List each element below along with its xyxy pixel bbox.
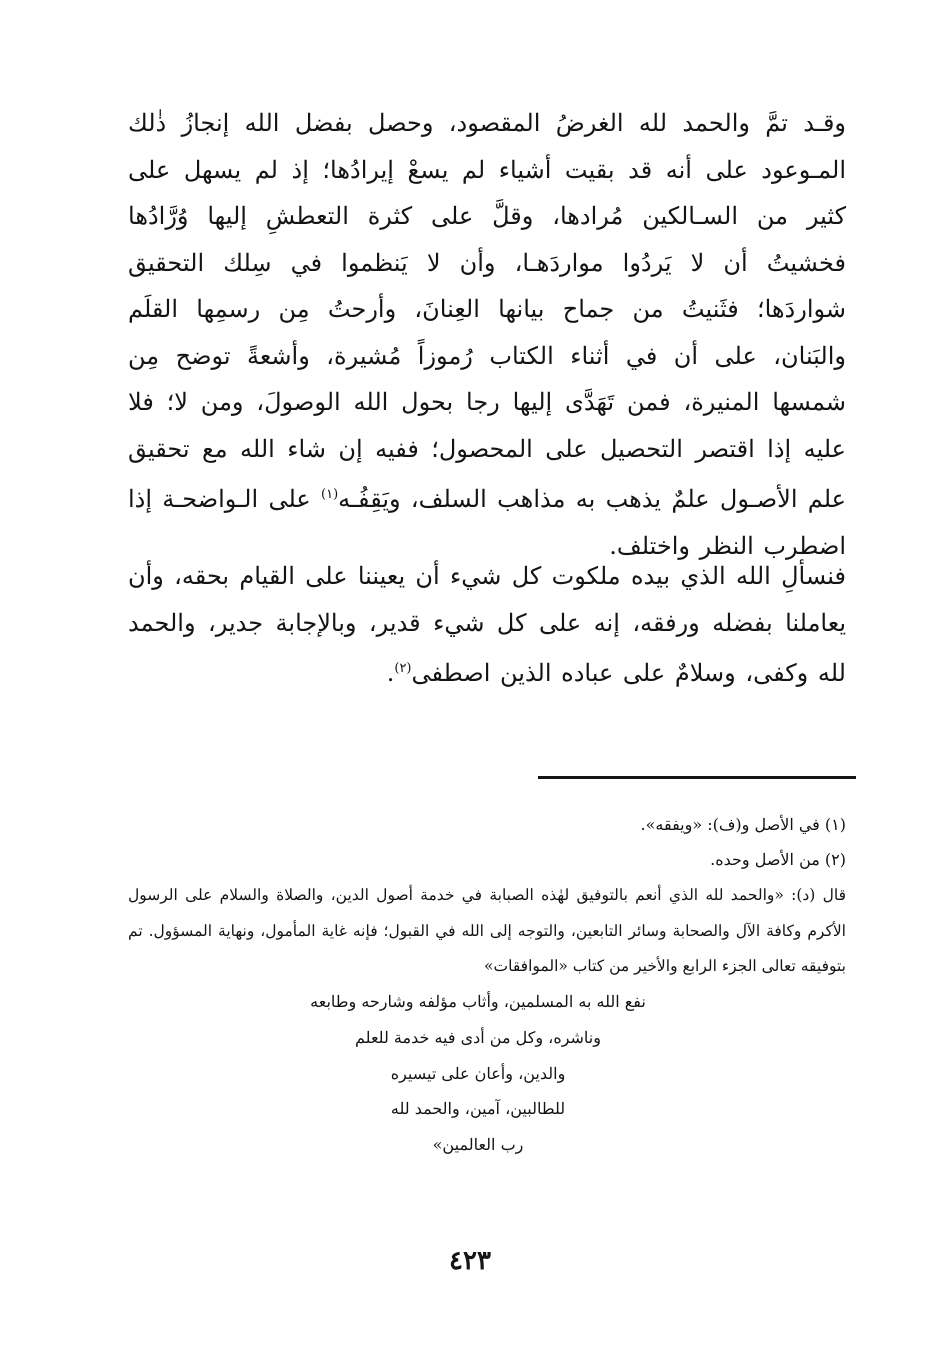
- dedication-line: رب العالمين»: [432, 1135, 524, 1155]
- dedication-line: نفع الله به المسلمين، وأثاب مؤلفه وشارحه وطابعه: [310, 992, 646, 1011]
- footnote-ref-1: (١): [321, 487, 339, 502]
- paragraph-2-text: فنسألِ الله الذي بيده ملكوت كل شيء أن يعيننا على القيام بحقه، وأن يعاملنا بفضله ورفقه، إنه على كل شيء قدير، وبالإجابة جدير، والحمد لله وكفى، وسلامٌ على عباده الذين اصطفى: [128, 562, 846, 687]
- footnote-3: قال (د): «والحمد لله الذي أنعم بالتوفيق لهٰذه الصبابة في خدمة أصول الدين، والصلاة والسلام على الرسول الأكرم وكافة الآل والصحابة وسائر التابعين، والتوجه إلى الله في القبول؛ فإنه غاية المأمول، ونهاية المسؤول. تم بتوفيقه تعالى الجزء الرابع والأخير من كتاب «الموافقات»: [128, 886, 846, 975]
- dedication-line: وناشره، وكل من أدى فيه خدمة للعلم: [355, 1027, 601, 1047]
- main-paragraph-1: [128, 100, 846, 569]
- dedication-line: والدين، وأعان على تيسيره: [390, 1063, 566, 1083]
- main-paragraph-2: [128, 553, 846, 697]
- footnote-separator: [538, 776, 856, 779]
- paragraph-1-tail: على الـواضحـة إذا اضطرب النظر واختلف.: [128, 485, 846, 560]
- footnote-ref-2: (٢): [394, 661, 412, 676]
- footnote-2: (٢) من الأصل وحده.: [710, 850, 846, 869]
- page-number: ٤٢٣: [449, 1246, 491, 1276]
- dedication-line: للطالبين، آمين، والحمد لله: [390, 1099, 566, 1119]
- closing-dedication: [128, 984, 846, 1163]
- paragraph-2-tail: .: [386, 659, 395, 687]
- paragraph-1-text: وقـد تمَّ والحمد لله الغرضُ المقصود، وحصل بفضل الله إنجازُ ذٰلك المـوعود على أنه قد بقيت أشياء لم يسعْ إيرادُها؛ إذ لم يسهل على كثير من السـالكين مُرادها، وقلَّ على كثرة التعطشِ إليها وُرَّادُها فخشيتُ أن لا يَردُوا مواردَهـا، وأن لا يَنظموا في سِلك التحقيق شواردَها؛ فثَنيتُ من جماح بيانها العِنانَ، وأرحتُ مِن رسمِها القلَم والبَنان، على أن في أثناء الكتاب رُموزاً مُشيرة، وأشعةً توضح مِن شمسها المنيرة، فمن تَهَدَّى إليها رجا بحول الله الوصولَ، ومن لا؛ فلا عليه إذا اقتصر التحصيل على المحصول؛ ففيه إن شاء الله مع تحقيق علم الأصـول علمٌ يذهب به مذاهب السلف، ويَقِفُـه: [128, 109, 847, 513]
- footnote-1: (١) في الأصل و(ف): «ويفقه».: [640, 815, 846, 834]
